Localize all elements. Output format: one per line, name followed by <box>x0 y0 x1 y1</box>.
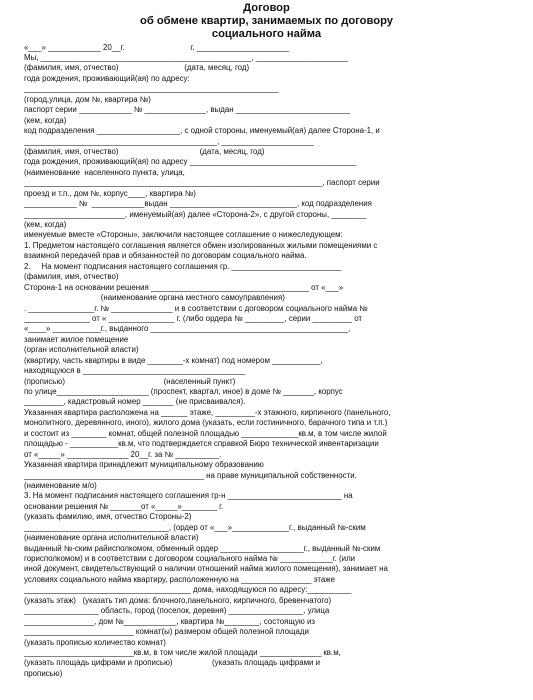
text-line: и состоит из ________ комнат, общей полезной площадью _____________кв.м, в том числе жилой <box>24 428 387 438</box>
text-line: (указать этаж) (указать тип дома: блочного,панельного, кирпичного, бревенчатого) <box>24 595 332 605</box>
text-line: (указать фамилию, имя, отчество Стороны-2) <box>24 512 192 522</box>
text-line: (прописью) (населенный пункт) <box>24 376 236 386</box>
text-line: (фамилия, имя, отчество) (дата, месяц, год) <box>24 146 265 156</box>
text-line: (кем, когда) <box>24 115 67 125</box>
text-line: Сторона-1 на основании решения ____________________________________ от «___» <box>24 282 344 292</box>
text-line: ____________________________________________, _____________________ <box>24 136 314 146</box>
text-line: (наименование органа местного самоуправления) <box>24 293 285 303</box>
document-title <box>0 0 533 42</box>
text-line: горисполкомом) и в соответствии с договором социального найма № ____________г. (или <box>24 554 356 564</box>
text-line: (город,улица, дом №, квартира №) <box>24 94 151 104</box>
text-line: ______________________________________ дома, находящуюся по адресу:__________ <box>24 585 352 595</box>
text-line: (наименование м/о) <box>24 480 97 490</box>
text-line: условиях социального найма квартиру, расположенную на ________________ этаже <box>24 574 335 584</box>
text-line: Мы, ________________________________________________, _____________________ <box>24 53 348 63</box>
text-line: ____________ № ____________выдан _____________________________, код подразделения <box>24 199 372 209</box>
text-line: именуемые вместе «Стороны», заключили настоящее соглашение о нижеследующем: <box>24 230 343 240</box>
text-line: года рождения, проживающий(ая) по адресу: <box>24 73 190 83</box>
text-line: 2. На момент подписания настоящего соглашения гр. _________________________ <box>24 261 342 271</box>
text-line: проезд и т.п., дом №, корпус____, квартира №) <box>24 188 196 198</box>
text-line: (кем, когда) <box>24 220 67 230</box>
text-line: _______________________, именуемый(ая) далее «Сторона-2», с другой стороны, ________ <box>24 209 367 219</box>
text-line: (указать прописью количество комнат) <box>24 637 166 647</box>
text-line: 3. На момент подписания настоящего соглашения гр-н __________________________ на <box>24 491 353 501</box>
text-line: ________________, дом №____________, квартира №________, состоящую из <box>24 616 316 626</box>
title-line-1: Договор <box>243 2 290 14</box>
text-line: (наименование органа исполнительной власти) <box>24 533 199 543</box>
text-line: _________________ область, город (поселок, деревня) _________________, улица <box>24 606 330 616</box>
text-line: (орган исполнительной власти) <box>24 345 139 355</box>
text-line: занимает жилое помещение <box>24 334 129 344</box>
contract-body <box>0 43 533 680</box>
text-line: _________________________ комнат(ы) размером общей полезной площади <box>24 627 309 637</box>
text-line: _________________________________________ на праве муниципальной собственности. <box>24 470 357 480</box>
text-line: паспорт серии ____________ № ______________, выдан __________________________ <box>24 105 350 115</box>
text-line: «____» ___________г., выданного _____________________________________________, <box>24 324 351 334</box>
text-line: находящуюся в _____________________________________ <box>24 366 246 376</box>
text-line: основании решения № _______от «_____»________ г. <box>24 501 224 511</box>
text-line: . _______________г. № ______________ и в соответствии с договором социального найма № <box>24 303 368 313</box>
text-line: прописью) <box>24 668 63 678</box>
text-line: по улице_____________________ (проспект, квартал, иное) в доме № _______, корпус <box>24 387 343 397</box>
text-line: (указать площадь цифрами и прописью) (указать площадь цифрами и <box>24 658 321 668</box>
text-line: «___» ____________ 20__г. г. _____________________ <box>24 42 289 52</box>
title-line-2: об обмене квартир, занимаемых по договору <box>140 15 393 28</box>
text-line: код подразделения ___________________, с одной стороны, именуемый(ая) далее Сторона-1, и <box>24 126 380 136</box>
text-line: (наименование населенного пункта, улица, <box>24 167 185 177</box>
text-line: иной документ, свидетельствующий о наличии отношений найма жилого помещения), занимает на <box>24 564 388 574</box>
text-line: от «_____» ______________ 20__г. за № __________. <box>24 449 222 459</box>
text-line: ____________________________________________________________________, паспорт серии <box>24 178 380 188</box>
text-line: 1. Предметом настоящего соглашения является обмен изолированных жилыми помещениями с <box>24 240 378 250</box>
text-line: (фамилия, имя, отчество) (дата, месяц, год) <box>24 63 250 73</box>
title-line-3: социального найма <box>211 28 322 41</box>
text-line: площадью - ___________кв.м, что подтверждается справкой Бюро технической инвентаризации <box>24 439 379 449</box>
text-line: __________________________________________________________ <box>24 84 279 94</box>
text-line: взаимной передачей прав и обязанностей по договорам социального найма. <box>24 251 307 261</box>
text-line: Указанная квартира расположена на ______ этаже, _________-х этажного, кирпичного (панельного, <box>24 407 391 417</box>
text-line: монолитного, деревянного, иного), жилого дома (указать, если гостиничного, барачного типа и т.п.) <box>24 418 388 428</box>
text-line: Указанная квартира принадлежит муниципальному образованию <box>24 460 264 470</box>
text-line: (фамилия, имя, отчество) <box>24 272 119 282</box>
text-line: _________, кадастровый номер _______ (не присваивался). <box>24 397 246 407</box>
text-line: _________________________кв.м, в том числе жилой площади ______________ кв.м, <box>24 647 341 657</box>
text-line: (квартиру, часть квартиры в виде ________-х комнат) под номером ___________, <box>24 355 323 365</box>
text-line: года рождения, проживающий(ая) по адресу ______________________________________ <box>24 157 357 167</box>
text-line: _________________________________, (ордер от «___»_____________г., выданный №-ским <box>24 522 366 532</box>
text-line: выданный №-ским райисполкомом, обменный ордер ___________________г., выданный №-ским <box>24 543 381 553</box>
text-line: _______________ от « _______________ г. (либо ордера № _________, серии _________ от <box>24 313 363 323</box>
